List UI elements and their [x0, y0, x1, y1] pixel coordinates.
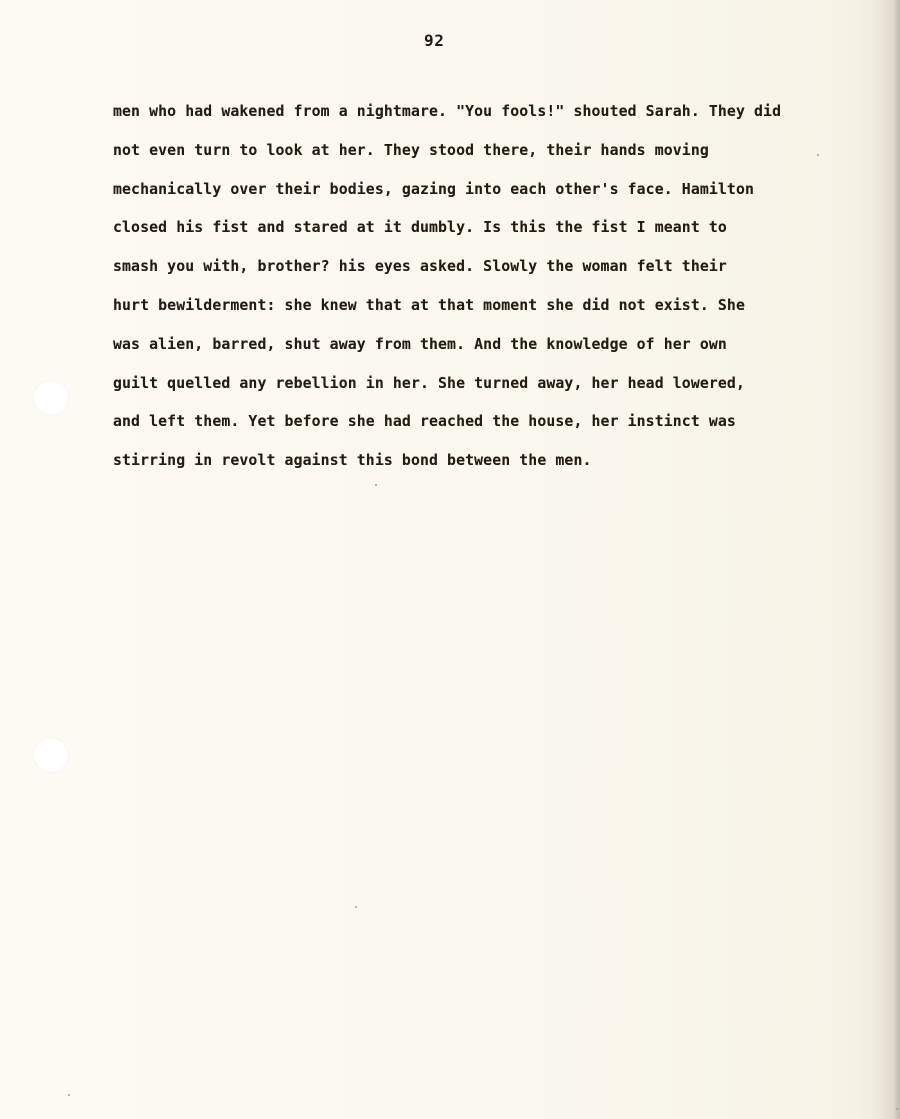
text-line: stirring in revolt against this bond between the men.	[113, 452, 592, 470]
text-line: closed his fist and stared at it dumbly. Is this the fist I meant to	[113, 219, 727, 237]
page-number: 92	[424, 31, 445, 50]
paper-edge-shadow	[894, 0, 900, 1119]
paper-speck	[375, 484, 377, 486]
text-line: and left them. Yet before she had reached the house, her instinct was	[113, 413, 736, 431]
text-line: men who had wakened from a nightmare. "You fools!" shouted Sarah. They did	[113, 103, 782, 120]
text-line: mechanically over their bodies, gazing into each other's face. Hamilton	[113, 180, 755, 198]
paper-speck	[68, 1094, 70, 1096]
punch-hole	[33, 380, 69, 416]
body-text	[113, 93, 853, 481]
text-line: not even turn to look at her. They stood there, their hands moving	[113, 141, 709, 159]
punch-hole	[33, 737, 69, 773]
text-line: guilt quelled any rebellion in her. She turned away, her head lowered,	[113, 374, 745, 392]
text-line: hurt bewilderment: she knew that at that moment she did not exist. She	[113, 296, 745, 314]
paper-speck	[896, 1108, 898, 1110]
paper-speck	[355, 906, 357, 908]
text-line: smash you with, brother? his eyes asked. Slowly the woman felt their	[113, 258, 727, 276]
paper-speck	[817, 154, 819, 156]
text-line: was alien, barred, shut away from them. And the knowledge of her own	[113, 335, 727, 353]
